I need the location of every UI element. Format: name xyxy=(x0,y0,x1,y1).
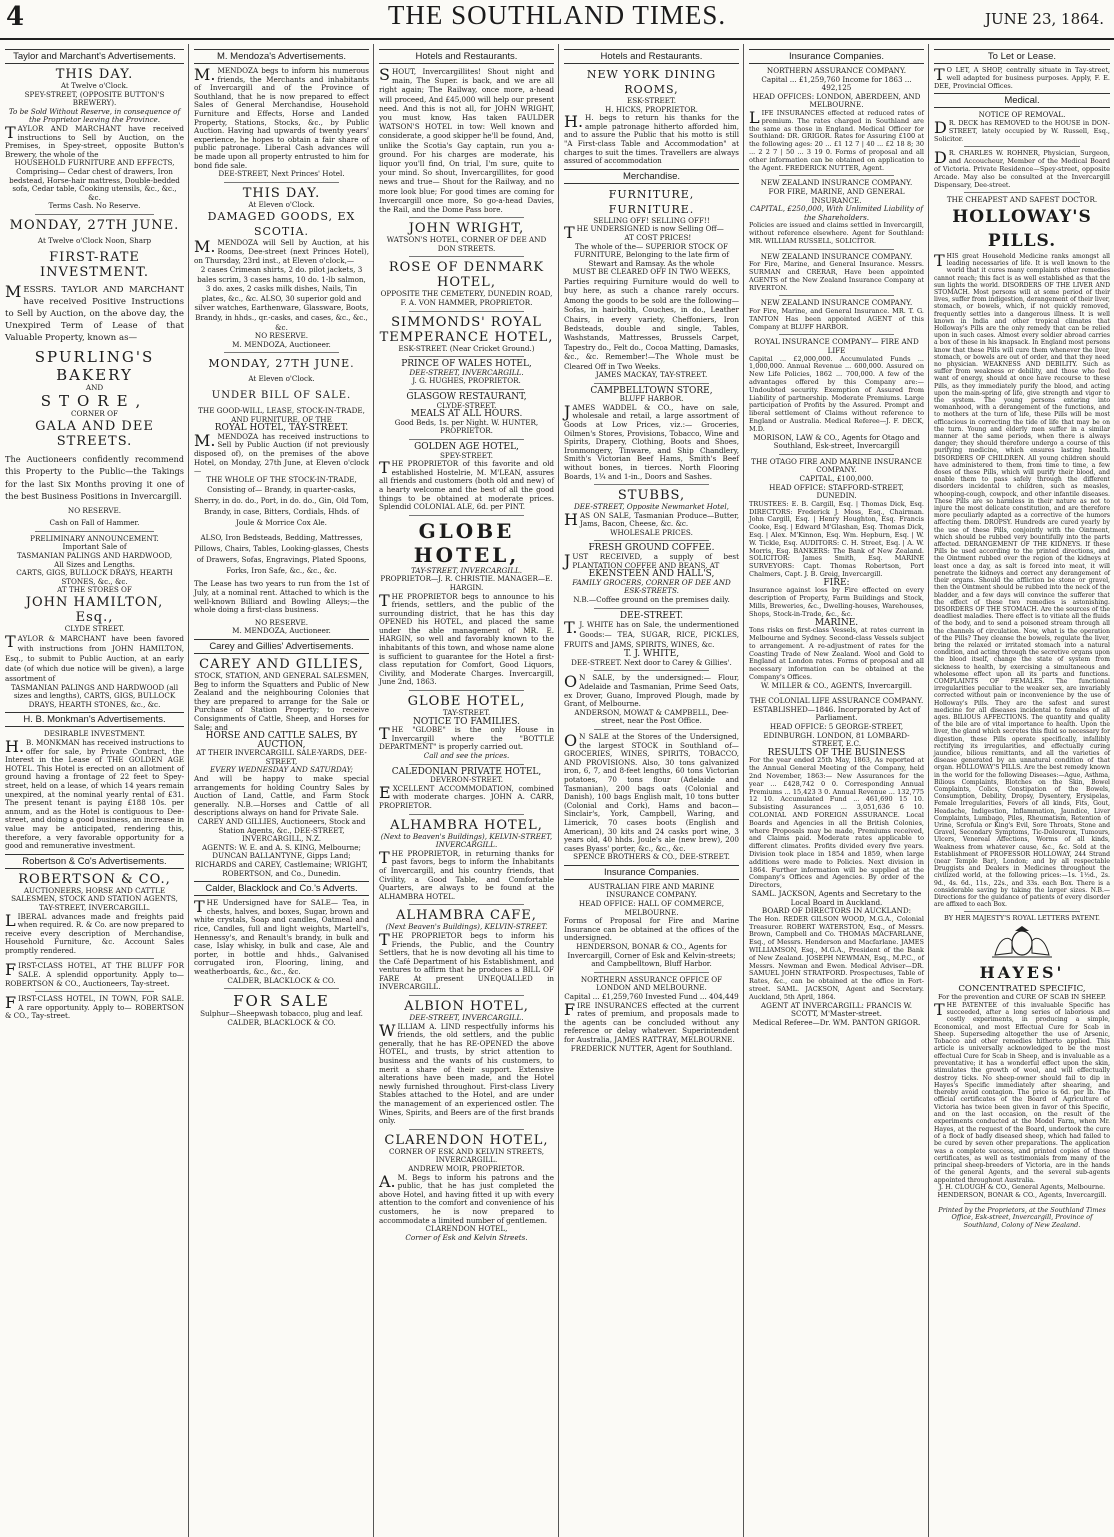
ad-line: ROBERTSON & CO., xyxy=(18,871,171,887)
ad-line: MUST BE CLEARED OFF IN TWO WEEKS, xyxy=(572,267,731,277)
divider xyxy=(594,972,709,973)
divider xyxy=(409,690,524,691)
ad-line: CLYDE STREET. xyxy=(64,624,125,634)
divider xyxy=(964,192,1080,193)
ad-line: SAML. JACKSON, Agents and Secretary to the Local Board in Auckland. xyxy=(751,889,922,907)
ad-line: ESTABLISHED—1846. Incorporated by Act of Parliament. xyxy=(752,704,921,723)
ad-line: GALA AND DEE STREETS. xyxy=(35,418,154,449)
ad-line: NOTICE OF REMOVAL. xyxy=(978,110,1066,120)
ad-paragraph: H.H. begs to return his thanks for the ample patronage hitherto afforded him, and to assure the Public that his motto is still "A First-class Table and Accommodation" at charges to suit the times. Travellers are always assured of accommodation xyxy=(564,112,739,166)
divider xyxy=(409,356,524,357)
ad-line: Comprising— Cedar chest of drawers, Iron bedstead, Horse-hair mattress, Double-bedded sofa, Cedar table, Cooking utensils, &c., &c., &c. xyxy=(9,166,180,202)
divider xyxy=(779,295,894,296)
ad-paragraph: And will be happy to make special arrangements for holding Country Sales by Auction of Land, Cattle, and Farm Stock generally. N.B.—Horses and Cattle of all descriptions always on hand for Private Sale. xyxy=(194,774,369,818)
ad-line: HOLLOWAY'S PILLS. xyxy=(952,206,1092,251)
section-header: Insurance Companies. xyxy=(564,865,739,880)
ad-paragraph: For the year ended 25th May, 1863, As reported at the Annual General Meeting of the Company, held 2nd November, 1863:— New Assurances for the year ... £428,742 0 0. Corresponding Annual Premiums ... 15,423 3 0. Annual Revenue ... 132,775 12 10. Accumulated Fund ... 461,690 15 10. Subsisting Assurances ... 3,051,636 6 10. COLONIAL AND FOREIGN ASSURANCE. Local Boards and Agencies in all the British Colonies, where Proposals may be made, Premiums received, and Claims paid. Moderate rates applicable to different climates. Profits divided every five years. Division took place in 1854 and 1859, when large additions were made to Policies. Next division in 1864. Further information will be supplied at the Company's Offices and Agencies. By order of the Directors, xyxy=(749,756,924,890)
section-header: Carey and Gillies' Advertisements. xyxy=(194,639,369,654)
ad-line: DESIRABLE INVESTMENT. xyxy=(43,729,146,739)
ad-paragraph: TAYLOR & MARCHANT have been favored with instructions from JOHN HAMILTON, Esq., to submit to Public Auction, at an early date (of which due notice will be given), a large assortment of xyxy=(5,631,184,683)
ad-line: CALDER, BLACKLOCK & CO. xyxy=(227,1017,336,1027)
divider xyxy=(409,256,524,257)
ad-line: PROPRIETOR—J. R. CHRISTIE. MANAGER—E. HARGIN. xyxy=(380,574,553,592)
ad-paragraph: ON SALE at the Stores of the Undersigned, the largest STOCK in Southland of— GROCERIES, WINES, SPIRITS, TOBACCO, AND PROVISIONS. Also, 30 tons galvanized iron, 6, 7, and 8-feet lengths, 60 tons Victorian potatoes, 70 tons flour (Adelaide and Tasmanian), 200 bags oats (Colonial and Danish), 100 bags English malt, 10 tons butter (Colonial and Cork), Hams and bacon—Sinclair's, York, Campbell, Waring, and Limerick, 70 cases boots (English and American), 30 kits and 24 casks port wine, 3 years old, 40 hhds. Joule's ale (new brew), 200 cases Byass' porter, &c., &c., &c. xyxy=(564,730,739,853)
ad-line: ALHAMBRA CAFE, xyxy=(396,908,537,924)
ad-paragraph: MESSRS. TAYLOR AND MARCHANT have received Positive Instructions to Sell by Auction, on the above day, the Unexpired Term of Lease of that Valuable Property, known as— xyxy=(5,281,184,343)
ad-paragraph: M.MENDOZA begs to inform his numerous friends, the Merchants and inhabitants of Invercargill and of the Province of Southland, that he is now prepared to effect Sales of General Merchandise, Household Furniture and Effects, Horse and Landed Property, Stations, Stocks, &c., by Public Auction. Having had upwards of twenty years' experience, he hopes to obtain a fair share of public patronage. Liberal Cash advances will be made upon all property entrusted to him for bond fide sale. xyxy=(194,65,369,170)
ad-line: J. G. HUGHES, PROPRIETOR. xyxy=(412,376,521,386)
divider xyxy=(779,249,894,250)
ad-line: Consisting of— Brandy, in quarter-casks, Sherry, in do. do., Port, in do. do., Gin, Old Tom, Brandy, in case, Bitters, Cordials, Hhds. of Joule & Morrice Cox Ale. xyxy=(194,485,369,528)
imprint: Printed by the Proprietors, at the Southland Times Office, Esk-street, Invercargill, Province of Southland, Colony of New Zealand. xyxy=(938,1205,1106,1230)
ad-line: M. MENDOZA, Auctioneer. xyxy=(232,339,331,349)
divider xyxy=(409,311,524,312)
ad-paragraph: JAMES WADDEL & CO., have on sale, wholesale and retail, a large assortment of Goods at Low Prices, viz.:— Groceries, Oilmen's Stores, Provisions, Tobacco, Wine and Spirits, Drapery, Clothing, Boots and Shoes, Ironmongery, Tinware, and Ship Chandlery, Smith's Victorian Beef Hams, Smith's Beef without bones, in tierces. North Flooring Boards, 1¼ and 1-in., Doors and Sashes. xyxy=(564,401,739,481)
divider xyxy=(409,217,524,218)
column-5 xyxy=(744,44,929,1537)
ad-line: THIS DAY. xyxy=(55,67,134,82)
ad-line: GLOBE HOTEL, xyxy=(407,694,526,710)
ad-paragraph: H.B. MONKMAN has received instructions to offer for sale, by Private Contract, the Interest in the Lease of THE GOLDEN AGE HOTEL. This Hotel is erected on an allotment of ground having a frontage of 22 feet to Spey-street, held on a lease, of which 14 years remain unexpired, at the nominal yearly rental of £31. The present tenant is paying £188 10s. per annum, and as the Hotel is contiguous to Dee-street, and doing a good business, an increase in value may be anticipated, rendering this, therefore, a very favorable opportunity for a good and remunerative investment. xyxy=(5,737,184,851)
ad-line: AUCTIONEERS, HORSE AND CATTLE SALESMEN, STOCK AND STATION AGENTS, xyxy=(11,885,178,904)
ad-line: TASMANIAN PALINGS AND HARDWOOD (all sizes and lengths), CARTS, GIGS, BULLOCK DRAYS, HEARTH STONES, &c., &c. xyxy=(10,682,179,709)
ad-line: THE COLONIAL LIFE ASSURANCE COMPANY. xyxy=(749,696,924,706)
divider xyxy=(224,352,339,353)
ad-line: JAMES MACKAY, TAY-STREET. xyxy=(595,369,708,379)
section-header: Merchandise. xyxy=(564,169,739,184)
ad-line: NEW ZEALAND INSURANCE COMPANY. xyxy=(760,251,913,261)
ad-line: THIS DAY. xyxy=(242,185,321,201)
ad-line: Medical Referee—Dr. WM. PANTON GRIGOR. xyxy=(752,1017,921,1027)
ad-line: NO RESERVE. xyxy=(254,617,309,627)
divider xyxy=(409,814,524,815)
ad-paragraph: ON SALE, by the undersigned:— Flour, Adelaide and Tasmanian, Prime Seed Oats, ex Drover, Guano, Improved Plough, made by Grant, of Melbourne. xyxy=(564,672,739,709)
ad-paragraph: DR. DECK has REMOVED to the HOUSE in DON-STREET, lately occupied by W. Russell, Esq., Solicitor. xyxy=(934,117,1110,143)
ad-line: DEE-STREET, Opposite Newmarket Hotel, xyxy=(574,502,729,512)
ad-line: To be Sold Without Reserve, in consequence of the Proprietor leaving the Province. xyxy=(8,106,181,125)
divider xyxy=(224,182,339,183)
ad-line: FIRE: xyxy=(823,577,850,588)
ad-paragraph: THIS great Household Medicine ranks amongst all leading necessaries of life. It is well known to the world that it cures many complaints other remedies cannot reach; this fact is as well established as that the sun lights the world. DISORDERS OF THE LIVER AND STOMACH. Most persons will at some period of their lives, suffer from indigestion, derangement of their liver, stomach, or bowels, which, if not quickly removed, frequently settles into a dangerous illness. It is well known in India and other tropical climates that Holloway's Pills are the only remedy that can be relied upon in such cases. Almost every soldier abroad carries a box of these in his knapsack. In England most persons know that these Pills will cure them whenever the liver, stomach, or bowels are out of order, and that they need no physician. WEAKNESS AND DEBILITY. Such as suffer from weakness or debility, and those who feel want of energy, should at once have recourse to these Pills, as they immediately purify the blood, and acting upon the main-spring of life, give strength and vigor to the system. The young persons entering into womanhood, with a derangement of the functions, and to mothers at the turn of life, these Pills will be most efficacious in correcting the tide of life that may be on the turn. Young and elderly men suffer in a similar manner at the same periods, when there is always danger; they should therefore undergo a course of this purifying medicine, which ensures lasting health. DISORDERS OF CHILDREN. All young children should have administered to them, from time to time, a few doses of these Pills, which will purify their blood, and enable them to pass safely through the different disorders incidental to children, such as measles, whooping-cough, cowpock, and other infantile diseases. These Pills are so harmless in their nature as not to injure the most delicate constitution, and are therefore more peculiarly adapted as a corrective of the humors affecting them. DROPSY. Hundreds are cured yearly by the use of these Pills, conjointly with the Ointment, which should be rubbed very bountifully into the parts affected. DERANGEMENT OF THE KIDNEYS. If these Pills be used according to the printed directions, and the Ointment rubbed over the region of the kidneys at least once a day, as salt is forced into meat, it will penetrate the kidneys and correct any derangement of their organs. Should the affliction be stone or gravel, then the Ointment should be rubbed into the neck of the bladder, and a few days will convince the sufferer that the effect of these two remedies is astonishing. DISORDERS OF THE STOMACH. Are the sources of the deadliest maladies. There effect is to vitiate all the fluids of the body, and to send a poisoned stream through all the channels of circulation. Now, what is the operation of the Pills? They cleanse the bowels, regulate the liver, bring the relaxed or irritated stomach into a natural condition, and acting through the secretive organs upon the blood itself, change the state of system from sickness to health, by exercising a simultaneous and wholesome effect upon all its parts and functions. COMPLAINTS OF FEMALES. The functional irregularities peculiar to the weaker sex, are invariably corrected without pain or inconvenience by the use of Holloway's Pills. They are the safest and surest medicine for all diseases incidental to females of all ages. BILIOUS AFFECTIONS. The quantity and quality of the bile are of vital importance to health. Upon the liver, the gland which secretes this fluid so necessary for digestion, these Pills operate specifically, infallibly rectifying its irregularities, and effectually curing jaundice, bilious remittants, and all the varieties of disease generated by an unnatural condition of that organ. HOLLOWAY'S PILLS. Are the best remedy known in the world for the following Diseases:—Ague, Asthma, Bilious Complaints, Blotches on the Skin, Bowel Complaints, Colics, Constipation of the Bowels, Consumption, Debility, Dropsy, Dysentery, Erysipelas, Female Irregularities, Fevers of all kinds, Fits, Gout, Headache, Indigestion, Inflammation, Jaundice, Liver Complaints, Lumbago, Piles, Rheumatism, Retention of Urine, Scrofula or King's Evil, Sore Throats, Stone and Gravel, Secondary Symptoms, Tic-Doloureux, Tumours, Ulcers, Venereal Affections, Worms of all kinds, Weakness from whatever cause, &c., &c. Sold at the Establishment of PROFESSOR HOLLOWAY, 244 Strand (near Temple Bar), London; and by all respectable Druggists and Dealers in Medicines throughout the civilized world, at the following prices:—1s. 1½d., 2s. 9d., 4s. 6d., 11s., 22s., and 33s. each Box. There is a considerable saving by taking the larger sizes. N.B.—Directions for the guidance of patients of every disorder are affixed to each Box. xyxy=(934,250,1110,909)
ad-line: SPURLING'S BAKERY xyxy=(34,347,155,384)
ad-line: ROSE OF DENMARK HOTEL, xyxy=(388,260,545,291)
ad-paragraph: Insurance against loss by Fire effected on every description of Property, Farm Buildings and Stock, Mills, Breweries, &c., Dwelling-houses, Warehouses, Shops, Stock-in-Trade, &c., &c. xyxy=(749,586,924,618)
ad-line: ALHAMBRA HOTEL, xyxy=(390,817,543,833)
ad-line: TAY-STREET. xyxy=(442,708,491,718)
divider xyxy=(594,484,709,485)
ad-line: FRESH GROUND COFFEE. xyxy=(588,543,715,554)
divider xyxy=(224,988,339,989)
ad-paragraph: A.M. Begs to inform his patrons and the public, that he has just completed the above Hotel, and having fitted it up with every attention to the comfort and convenience of his customers, he is now prepared to accommodate a limited number of gentlemen. xyxy=(379,1171,554,1225)
ad-line: HENDERSON, BONAR & CO., Agents, Invercargill. xyxy=(937,1190,1107,1199)
ad-line: ESK-STREET. xyxy=(626,96,677,105)
ad-line: At Eleven o'Clock. xyxy=(248,374,315,384)
ad-paragraph: THE PROPRIETOR, in returning thanks for past favors, begs to inform the Inhabitants of Invercargill, and his country friends, that Civility, a Good Table, and Comfortable Quarters, are always to be found at the ALHAMBRA HOTEL. xyxy=(379,847,554,901)
ad-line: MEALS AT ALL HOURS. xyxy=(410,409,523,420)
ad-line: AUSTRALIAN FIRE AND MARINE INSURANCE COMPANY. xyxy=(588,881,715,900)
ad-line: CONCENTRATED SPECIFIC, xyxy=(958,984,1086,995)
ad-line: SELLING OFF! SELLING OFF!! xyxy=(593,215,710,225)
ad-paragraph: FIRE INSURANCES effected at the current rates of premium, and proposals made to the agents can be concluded without any reference or delay whatever. Superintendent for Australia, JAMES RATTRAY, MELBOURNE. xyxy=(564,999,739,1044)
ad-line: JOHN WRIGHT, xyxy=(408,221,525,237)
section-header: Hotels and Restaurants. xyxy=(564,49,739,64)
divider xyxy=(409,515,524,516)
ad-line: THE OTAGO FIRE AND MARINE INSURANCE COMPANY. xyxy=(751,456,922,475)
ad-paragraph: TRUSTEES: E. B. Cargill, Esq. | Thomas Dick, Esq. DIRECTORS: Frederick J. Moss, Esq., Chairman. John Cargill, Esq. | Henry Houghton, Esq. Francis Cooke, Esq. | Edward M'Glashan, Esq. Thomas Dick, Esq. | Alex. M'Kinnon, Esq. Wm. Hepburn, Esq. | W. W. Tickle, Esq. AUDITORS: C. H. Street, Esq. | A. W. Morris, Esq. BANKERS: The Bank of New Zealand. SOLICITOR: James Smith, Esq. MARINE SURVEYORS: Capt. Thomas Robertson, Port Chalmers, Capt. J. B. Greig, Invercargill. xyxy=(749,499,924,578)
ad-paragraph: FIRST-CLASS HOTEL, IN TOWN, FOR SALE. A rare opportunity. Apply to— ROBERTSON & CO., Tay-street. xyxy=(5,993,184,1021)
ad-paragraph: Capital ... £2,000,000. Accumulated Funds ... 1,000,000. Annual Revenue ... 600,000. Assured on New Life Policies, 1862 ... 700,000. A few of the advantages offered by this Company are:— Undoubted security. Exemption of Assured from Liability of partnership. Moderate Premiums. Large participation of Profits by the Assured. Prompt and liberal settlement of Claims without reference to England or Australia. Medical Referee—J. F. DECK, M.D. xyxy=(749,354,924,433)
ad-line: CALDER, BLACKLOCK & CO. xyxy=(227,975,336,985)
ad-paragraph: FIRST-CLASS HOTEL, AT THE BLUFF FOR SALE. A splendid opportunity. Apply to— ROBERTSON & CO., Auctioneers, Tay-street. xyxy=(5,960,184,988)
ad-line: MARINE. xyxy=(814,617,859,628)
ad-line: ESK-STREET. (Near Cricket Ground.) xyxy=(398,343,535,353)
ad-paragraph: For Fire, Marine, and General Insurance. Messrs. SURMAN and CRERAR, Have been appointed AGENTS of the New Zealand Insurance Company at RIVERTON. xyxy=(749,260,924,292)
section-header: Medical. xyxy=(934,93,1110,108)
ad-paragraph: Tons risks on first-class Vessels, at rates current in Melbourne and Sydney. Second-class Vessels subject to arrangement. A re-adjustment of rates for the Coasting Trade of New Zealand. Wool and Gold to England at London rates. Forms of proposal and all necessary information can be obtained at the Company's Offices. xyxy=(749,626,924,681)
divider xyxy=(409,1129,524,1130)
ad-paragraph: THE "GLOBE" is the only House in Invercargill where the "BOTTLE DEPARTMENT" is properly carried out. xyxy=(379,724,554,752)
ad-line: ANDERSON, MOWAT & CAMPBELL, Dee-street, near the Post Office. xyxy=(574,707,729,726)
ad-line: WATSON'S HOTEL, CORNER OF DEE AND DON STREETS. xyxy=(386,235,547,253)
ad-line: THE GOOD-WILL, LEASE, STOCK-IN-TRADE, AND FURNITURE, OF THE xyxy=(198,406,365,424)
ad-line: CLARENDON HOTEL, xyxy=(425,1224,508,1234)
ad-paragraph: THE PROPRIETOR of this favorite and old established Hostelrie, M. M'LEAN, assures all friends and customers (both old and new) of a hearty welcome and the best of all the good things to be obtained at moderate prices. Splendid COLONIAL ALE, 6d. per PINT. xyxy=(379,458,554,512)
ad-line: FREDERICK NUTTER, Agent for Southland. xyxy=(570,1043,733,1053)
column-6 xyxy=(929,44,1114,1537)
ad-paragraph: For Fire, Marine, and General Insurance. MR. T. G. TANTON Has been appointed AGENT of this Company at BLUFF HARBOR. xyxy=(749,307,924,331)
ad-line: ROYAL HOTEL, TAY-STREET. xyxy=(214,423,349,434)
ad-line: HENDERSON, BONAR & CO., Agents for Invercargill, Corner of Esk and Kelvin-streets; and Campbelltown, Bluff Harbor. xyxy=(567,942,736,969)
ad-line: SPENCE BROTHERS & CO., DEE-STREET. xyxy=(573,852,730,862)
ad-line: W. MILLER & CO., AGENTS, Invercargill. xyxy=(760,680,913,690)
ad-line: M. MENDOZA, Auctioneer. xyxy=(232,626,331,636)
ad-line: STOCK, STATION, AND GENERAL SALESMEN, xyxy=(194,670,369,680)
ad-line: STORE, xyxy=(40,392,149,411)
ad-line: BLUFF HARBOR. xyxy=(619,394,684,404)
ad-line: AGENT AT INVERCARGILL: FRANCIS W. SCOTT, M'Master-street. xyxy=(760,1000,913,1019)
divider xyxy=(594,670,709,671)
ad-paragraph: JUST RECEIVED, a supply of best PLANTATION COFFEE AND BEANS, AT xyxy=(564,551,739,571)
ad-line: AT THE STORES OF xyxy=(57,585,132,595)
ad-line: FAMILY GROCERS, CORNER OF DEE AND ESK-STREETS. xyxy=(572,577,731,596)
ad-line: OPPOSITE THE CEMETERY, DUNEDIN ROAD, xyxy=(380,289,553,299)
divider xyxy=(409,389,524,390)
divider xyxy=(409,904,524,905)
ad-line: NORTHERN ASSURANCE OFFICE OF LONDON AND MELBOURNE. xyxy=(580,974,723,993)
ad-line: CAREY AND GILLIES, xyxy=(199,656,364,672)
ad-line: TAY-STREET, INVERCARGILL. xyxy=(410,565,523,575)
ad-paragraph: LIBERAL advances made and freights paid when required. R. & Co. are now prepared to receive every description of Merchandise, Household Furniture, &c. Account Sales promptly rendered. xyxy=(5,910,184,955)
ad-line: J. H. CLOUGH & CO., General Agents, Melbourne. xyxy=(938,1183,1106,1192)
column-4 xyxy=(559,44,744,1537)
ad-line: EVERY WEDNESDAY AND SATURDAY; xyxy=(210,765,353,775)
ad-line: FIRST-RATE INVESTMENT. xyxy=(39,249,150,280)
ad-line: SPEY-STREET. xyxy=(439,450,494,460)
ad-paragraph: THE PATENTEE of this invaluable Specific has succeeded, after a long series of laborious and costly experiments, in producing a simple, Economical, and most Effectual Cure for Scab in Sheep. Superseding altogether the use of Arsenic, Tobacco and other remedies hitherto applied. This article is universally acknowledged to be the most effectual Cure for Scab in Sheep, and is invaluable as a preventative; it has a wonderful effect upon the skin, stimulates the growth of wool, and will effectually destroy ticks. No sheep-owner should fail to dip in Hayes's Specific immediately after shearing, and thereby avoid contagion. The price is 6d. per lb. The official certificates of the Board of Agriculture of Victoria has twice been given in favor of this Specific, and on the last occasion, on the result of the experiments conducted at the Model Farm, when Mr. Hayes, at the request of the Board, undertook the cure of a flock of badly diseased sheep, which had failed to be cured by seven other preparations. The application was a complete success, and printed copies of those certificates, as well as testimonials from many of the principal sheep-breeders of Victoria, are in the hands of the general Agents, and the several sub-agents appointed throughout Australia. xyxy=(934,999,1110,1184)
ad-paragraph: HAS ON SALE, Tasmanian Produce—Butter, Jams, Bacon, Cheese, &c. &c. xyxy=(564,509,739,529)
ad-line: At Eleven o'Clock. xyxy=(248,199,315,209)
ad-line: Corner of Esk and Kelvin Streets. xyxy=(405,1232,528,1242)
ad-paragraph: THE PROPRIETOR begs to announce to his friends, settlers, and the public of the surrounding district, that he has this day OPENED his HOTEL, and placed the same under the able management of MR. E. HARGIN, so well and favorably known to the inhabitants of this town, and whose name alone is sufficient to guarantee for the Hotel a first-class reputation for Comfort, Good Liquors, Civility, and Moderate Charges. Invercargill, June 2nd, 1863. xyxy=(379,590,554,687)
ad-paragraph: Policies are issued and claims settled in Invercargill, without reference elsewhere. Agent for Southland: MR. WILLIAM RUSSELL, SOLICITOR. xyxy=(749,221,924,245)
ad-line: HOUSEHOLD FURNITURE AND EFFECTS, xyxy=(14,158,175,168)
ad-paragraph: M.MENDOZA has received instructions to Sell by Public Auction (if not previously disposed of), on the premises of the above Hotel, on Monday, 27th June, at Eleven o'clock— xyxy=(194,430,369,476)
ad-line: AT THEIR INVERCARGILL SALE-YARDS, DEE-STREET, xyxy=(196,748,367,766)
ad-line: PRELIMINARY ANNOUNCEMENT. xyxy=(30,533,159,543)
ad-line: SIMMONDS' ROYAL TEMPERANCE HOTEL, xyxy=(379,314,554,345)
ad-line: Capital ... £1,259,760 Invested Fund ... 404,449 xyxy=(564,992,739,1001)
ad-paragraph: SHOUT, Invercargillites! Shout night and main, The Super. is back, and we are all right again; The Railway, once more, a-head will proceed, And £45,000 will help our present need. And this is not all, for JOHN WRIGHT, you must know, Has taken FAULDER WATSON'S HOTEL in tow: Well known and considerate, a good skipper he'll be found, And, unlike the Scotia's Gay captain, run you a-ground. For his charges are moderate, his liquor you'll find, On trial, I'm sure, quite to your mind. So shout, Invercargillites, for good news and true— Shout for the Railway, and no more look blue; For good times are coming for Invercargill once more, So go-a-head Davies, the Rail, and the Dome Pass bore. xyxy=(379,65,554,215)
section-header: M. Mendoza's Advertisements. xyxy=(194,49,369,64)
divider xyxy=(779,334,894,335)
ad-line: DEVERON-STREET. xyxy=(429,775,504,785)
ad-line: CAREY AND GILLIES, Auctioneers, Stock and Station Agents, &c., DEE-STREET, INVERCARGILL, N.Z. xyxy=(197,817,366,844)
newspaper-title: THE SOUTHLAND TIMES. xyxy=(387,0,727,30)
divider xyxy=(594,608,709,609)
section-header: Hotels and Restaurants. xyxy=(379,49,554,64)
ad-line: HORSE AND CATTLE SALES, BY AUCTION, xyxy=(205,731,358,750)
ad-line: THE CHEAPEST AND SAFEST DOCTOR. xyxy=(946,195,1098,205)
column-1 xyxy=(0,44,189,1537)
divider xyxy=(779,175,894,176)
ad-paragraph: T.J. WHITE has on Sale, the undermentioned Goods:— TEA, SUGAR, RICE, PICKLES, FRUITS and JAMS, SPIRITS, WINES, &c. xyxy=(564,618,739,650)
ad-line: AGENTS: W. E. and A. S. KING, Melbourne; DUNCAN BALLANTYNE, Gipps Land; RICHARDS and CAREY, Castlemaine; WRIGHT, ROBERTSON, and Co., Dunedin. xyxy=(195,842,368,878)
ad-line: NO RESERVE. xyxy=(254,331,309,341)
ad-line: NORTHERN ASSURANCE COMPANY. xyxy=(766,66,907,75)
ad-line: CARTS, GIGS, BULLOCK DRAYS, HEARTH STONES, &c., &c. xyxy=(16,568,173,586)
ad-paragraph: THE PROPRIETOR begs to inform his Friends, the Public, and the Country Settlers, that he is now devoting all his time to the Café Department of his Establishment, and ventures to affirm that he produces a BILL OF FARE At present UNEQUALLED in INVERCARGILL. xyxy=(379,929,554,992)
section-header: Calder, Blacklock and Co.'s Adverts. xyxy=(194,881,369,896)
ad-line: CLARENDON HOTEL, xyxy=(384,1132,549,1148)
ad-line: Sulphur—Sheepwash tobacco, plug and leaf. xyxy=(200,1009,363,1019)
ad-paragraph: DR. CHARLES W. ROHNER, Physician, Surgeon, and Accoucheur, Member of the Medical Board of Victoria. Private Residence—Spey-street, opposite Arcade. May also be consulted at the Invercargill Dispensary, Dee-street. xyxy=(934,148,1110,189)
ad-line: MONDAY, 27TH JUNE. xyxy=(9,217,180,233)
ad-line: ALBION HOTEL, xyxy=(404,999,529,1015)
ad-line: STUBBS, xyxy=(617,488,686,504)
ad-paragraph: THE Undersigned have for SALE— Tea, in chests, halves, and boxes, Sugar, brown and white crystals, Soap and candles, Oatmeal and rice, Candles, full and light weights, Martell's, Hennessy's, and Renault's brandy, in bulk and case, Islay whisky, in bulk and case, Ale and porter, in bottle and hhds., Galvanised corrugated iron, Flooring, lining, and weatherboards, &c., &c., &c. xyxy=(194,897,369,976)
ad-line: T. J. WHITE, xyxy=(623,649,680,660)
ad-paragraph: TO LET, A SHOP, centrally situate in Tay-street, well adapted for business purposes. Apply, F. E. DEE, Provincial Offices. xyxy=(934,65,1110,90)
ad-line: GLASGOW RESTAURANT, xyxy=(406,392,527,402)
ad-line: ROYAL INSURANCE COMPANY— FIRE AND LIFE xyxy=(754,337,919,356)
ad-paragraph: The Auctioneers confidently recommend this Property to the Public—the Takings for the last Six Months proving it one of the best Business Positions in Invercargill. xyxy=(5,453,184,502)
ad-line: AND xyxy=(85,382,104,392)
ad-line: DEE-STREET, INVERCARGILL. xyxy=(409,1013,524,1023)
page-number: 4 xyxy=(6,2,25,32)
ad-line: MORISON, LAW & CO., Agents for Otago and Southland, Esk-street, Invercargill xyxy=(753,432,920,451)
ad-paragraph: EXCELLENT ACCOMMODATION, combined with moderate charges. JOHN A. CARR, PROPRIETOR. xyxy=(379,782,554,810)
ad-line: (Next Beaven's Buildings), KELVIN-STREET. xyxy=(385,922,548,932)
divider xyxy=(779,454,894,455)
ad-line: SPEY-STREET, (OPPOSITE BUTTON'S BREWERY). xyxy=(24,89,165,108)
ad-line: THE WHOLE OF THE STOCK-IN-TRADE, xyxy=(206,474,357,484)
ad-line: NEW YORK DINING ROOMS, xyxy=(586,68,717,96)
ad-paragraph: LIFE INSURANCES effected at reduced rates of premium. The rates charged in Southland are the same as those in England. Medical Officer for Southland: DR. GRIGOR. Rates for Assuring £100 at the following ages: 20 ... £1 12 7 | 40 ... £2 18 8; 30 ... 2 2 7 | 50 ... 3 19 0. Forms of proposal and all other information can be obtained on application to the Agent. FREDERICK NUTTER, Agent. xyxy=(749,107,924,172)
ad-line: ALSO, Iron Bedsteads, Bedding, Mattresses, Pillows, Chairs, Tables, Looking-glasses, Chests of Drawers, Sofas, Engravings, Plated Spoons, Forks, Iron Safe, &c., &c., &c. xyxy=(194,533,369,576)
ad-paragraph: Forms of Proposal for Fire and Marine Insurance can be obtained at the offices of the undersigned. xyxy=(564,916,739,943)
ad-line: DEE-STREET, Next Princes' Hotel. xyxy=(218,169,345,179)
ad-line: At Twelve o'Clock. xyxy=(60,81,129,90)
masthead xyxy=(0,0,1114,40)
ad-line: CORNER OF xyxy=(71,409,118,419)
divider xyxy=(964,146,1080,147)
ad-line: NEW ZEALAND INSURANCE COMPANY. xyxy=(760,298,913,308)
section-header: H. B. Monkman's Advertisements. xyxy=(5,712,184,727)
ad-line: WHOLESALE PRICES. xyxy=(610,527,693,537)
issue-date: JUNE 23, 1864. xyxy=(984,10,1104,28)
ad-line: PRINCE OF WALES HOTEL, xyxy=(401,359,532,370)
ad-line: CAPITAL, £100,000. xyxy=(799,474,874,483)
ad-line: DEE-STREET. xyxy=(619,610,684,621)
ad-line: EKENSTEEN AND HALL'S, xyxy=(588,569,715,580)
ad-line: TAY-STREET, INVERCARGILL. xyxy=(38,902,151,912)
ad-line: CAPITAL, £250,000, With Unlimited Liability of the Shareholders. xyxy=(749,204,924,222)
ad-line: NEW ZEALAND INSURANCE COMPANY. xyxy=(760,178,913,188)
ad-line: At Twelve o'Clock Noon, Sharp xyxy=(37,235,152,245)
ad-paragraph: TAYLOR AND MARCHANT have received instructions to Sell by Auction, on the Premises, in Spey-street, opposite Button's Brewery, the whole of the xyxy=(5,122,184,159)
ad-paragraph: WILLIAM A. LIND respectfully informs his friends, the old settlers, and the public generally, that he has RE-OPENED the above HOTEL, and trusts, by strict attention to business and the wants of his customers, to merit a share of their support. Extensive alterations have been made, and the Hotel newly furnished throughout. First-class Livery Stables attached to the Hotel, and are under the management of an experienced ostler. The Wines, Spirits, and Beers are of the first brands only. xyxy=(379,1020,554,1126)
ad-line: H. HICKS, PROPRIETOR. xyxy=(605,104,698,114)
column-2 xyxy=(189,44,374,1537)
ad-line: BY HER MAJESTY'S ROYAL LETTERS PATENT. xyxy=(944,914,1100,923)
section-header: Insurance Companies. xyxy=(749,49,924,64)
column-3 xyxy=(374,44,559,1537)
ad-line: TASMANIAN PALINGS AND HARDWOOD, xyxy=(16,551,173,561)
ad-line: JOHN HAMILTON, Esq., xyxy=(25,595,164,626)
section-header: To Let or Lease. xyxy=(934,49,1110,64)
ad-line: HAYES' xyxy=(979,963,1065,983)
ad-line: MONDAY, 27TH JUNE. xyxy=(208,357,355,371)
ad-line: All Sizes and Lengths. xyxy=(54,559,135,569)
divider xyxy=(409,439,524,440)
ad-line: (Next to Beaven's Buildings), KELVIN-STREET, INVERCARGILL. xyxy=(380,831,553,850)
ad-line: Important Sale of xyxy=(62,542,127,552)
section-header: Robertson & Co's Advertisements. xyxy=(5,854,184,869)
ad-line: Terms Cash. No Reserve. xyxy=(48,201,141,211)
divider xyxy=(35,991,154,992)
ad-line: HEAD OFFICE: STAFFORD-STREET, DUNEDIN. xyxy=(769,482,904,501)
divider xyxy=(779,693,894,694)
ad-line: HEAD OFFICE: HALL OF COMMERCE, MELBOURNE. xyxy=(578,899,725,917)
divider xyxy=(964,911,1080,912)
ad-line: DEE-STREET. Next door to Carey & Gillies'. xyxy=(571,657,732,667)
divider xyxy=(35,958,154,959)
ad-line: CLYDE-STREET. xyxy=(436,400,497,410)
divider xyxy=(594,383,709,384)
ad-line: Capital ... £1,259,760 Income for 1863 ... 492,125 xyxy=(761,74,912,93)
ad-line: NO RESERVE. xyxy=(67,505,122,515)
ad-line: CALEDONIAN PRIVATE HOTEL, xyxy=(391,766,542,777)
section-header: Taylor and Marchant's Advertisements. xyxy=(5,49,184,64)
divider xyxy=(594,729,709,730)
ad-line: CAMPBELLTOWN STORE, xyxy=(590,385,713,396)
ad-paragraph: The Lease has two years to run from the 1st of July, at a nominal rent. Attached to which is the well-known Billiard and Bowling Alleys;—the whole doing a first-class business. xyxy=(194,579,369,615)
ad-line: HEAD OFFICE: 5 GEORGE-STREET, EDINBURGH. LONDON, 81 LOMBARD-STREET, E.C. xyxy=(763,722,910,749)
divider xyxy=(35,214,154,215)
divider xyxy=(409,764,524,765)
ad-line: DEE-STREET, INVERCARGILL. xyxy=(409,367,524,377)
ad-paragraph: Beg to inform the Squatters and Public of New Zealand and the neighbouring Colonies that they are prepared to arrange for the Sale or Purchase of Station Property; to receive Consignments of Cattle, Sheep, and Horses for Sale; and xyxy=(194,679,369,732)
columns xyxy=(0,44,1114,1537)
ad-paragraph: Parties requiring Furniture would do well to buy here, as such a chance rarely occurs. Among the goods to be sold are the following— Sofas, in hairbolth, Couches, in do., Leather Chairs, in every variety, Cheffoniers, Iron Bedsteads, double and single, Tables, Washstands, Mattresses, Brussels Carpet, Tapestry do., Felt do., Cocoa Matting, Damasks, &c., &c. Remember!—The Whole must be Cleared Off in Two Weeks. xyxy=(564,276,739,371)
divider xyxy=(35,531,154,532)
ad-line: N.B.—Coffee ground on the premises daily. xyxy=(573,595,730,605)
ad-paragraph: THE UNDERSIGNED is now Selling Off— xyxy=(564,223,724,243)
divider xyxy=(964,1203,1080,1204)
divider xyxy=(409,995,524,996)
ad-line: UNDER BILL OF SALE. xyxy=(211,390,352,402)
ad-paragraph: The Hon. REDER GILSON WOOD, M.G.A., Colonial Treasurer. ROBERT WATERSTON, Esq., of Messrs. Brown, Campbell and Co. THOMAS MACFARLANE, Esq., of Messrs. Henderson and Macfarlane. JAMES WILLIAMSON, Esq., M.G.A., President of the Bank of New Zealand. JOSEPH NEWMAN, Esq., M.P.C., of Messrs. Newman and Ewen. Medical Adviser—DR. SAMUEL JOHN STRATFORD. Prospectuses, Table of Rates, &c., can be obtained at the office in Fort-street. SAML. JACKSON, Agent and Secretary. Auckland, 5th April, 1864. xyxy=(749,914,924,1001)
ad-line: FOR SALE xyxy=(233,992,330,1011)
ad-line: GLOBE HOTEL, xyxy=(413,518,520,567)
ad-line: AT COST PRICES! xyxy=(624,232,692,242)
ad-line: ANDREW MOIR, PROPRIETOR. xyxy=(408,1163,525,1173)
royal-crest-icon xyxy=(987,925,1057,959)
ad-line: NOTICE TO FAMILIES. xyxy=(413,716,520,727)
ad-line: FURNITURE, FURNITURE. xyxy=(608,187,695,216)
ad-line: GOLDEN AGE HOTEL, xyxy=(414,441,519,452)
ad-paragraph: M.MENDOZA will Sell by Auction, at his Rooms, Dee-street (next Princes Hotel), on Thursday, 23rd inst., at Eleven o'clock,— xyxy=(194,237,369,265)
ad-line: For the prevention and CURE OF SCAB IN SHEEP. xyxy=(938,992,1106,1001)
ad-line: F. A. VON HAMMER, PROPRIETOR. xyxy=(400,298,533,308)
ad-line: HEAD OFFICES: LONDON, ABERDEEN, AND MELBOURNE. xyxy=(752,91,921,110)
ad-line: Call and see the prices. xyxy=(423,751,510,760)
ad-line: Good Beds, 1s. per Night. W. HUNTER, PROPRIETOR. xyxy=(394,417,539,436)
ad-line: DAMAGED GOODS, EX SCOTIA. xyxy=(207,210,356,239)
ad-line: RESULTS OF THE BUSINESS xyxy=(767,747,906,758)
ad-line: Cash on Fall of Hammer. xyxy=(49,518,140,528)
divider xyxy=(594,540,709,541)
ad-line: FOR FIRE, MARINE, AND GENERAL INSURANCE. xyxy=(768,186,905,205)
ad-line: BOARD OF DIRECTORS IN AUCKLAND: xyxy=(761,906,912,916)
ad-line: The whole of the— SUPERIOR STOCK OF FURNITURE, Belonging to the late firm of Stewart and Ramsay. As the whole xyxy=(574,241,729,268)
ad-line: 2 cases Crimean shirts, 2 do. pilot jackets, 3 bales scrim, 3 cases hams, 10 do. 1-lb salmon, 3 do. axes, 2 casks milk dishes, Nails, Tin plates, &c., &c. ALSO, 30 superior gold and silver watches, Earthenware, Glassware, Boots, Brandy, in hhds., qr.-casks, and cases, &c., &c., &c. xyxy=(194,265,369,332)
ad-line: CORNER OF ESK AND KELVIN STREETS, INVERCARGILL. xyxy=(388,1146,545,1165)
